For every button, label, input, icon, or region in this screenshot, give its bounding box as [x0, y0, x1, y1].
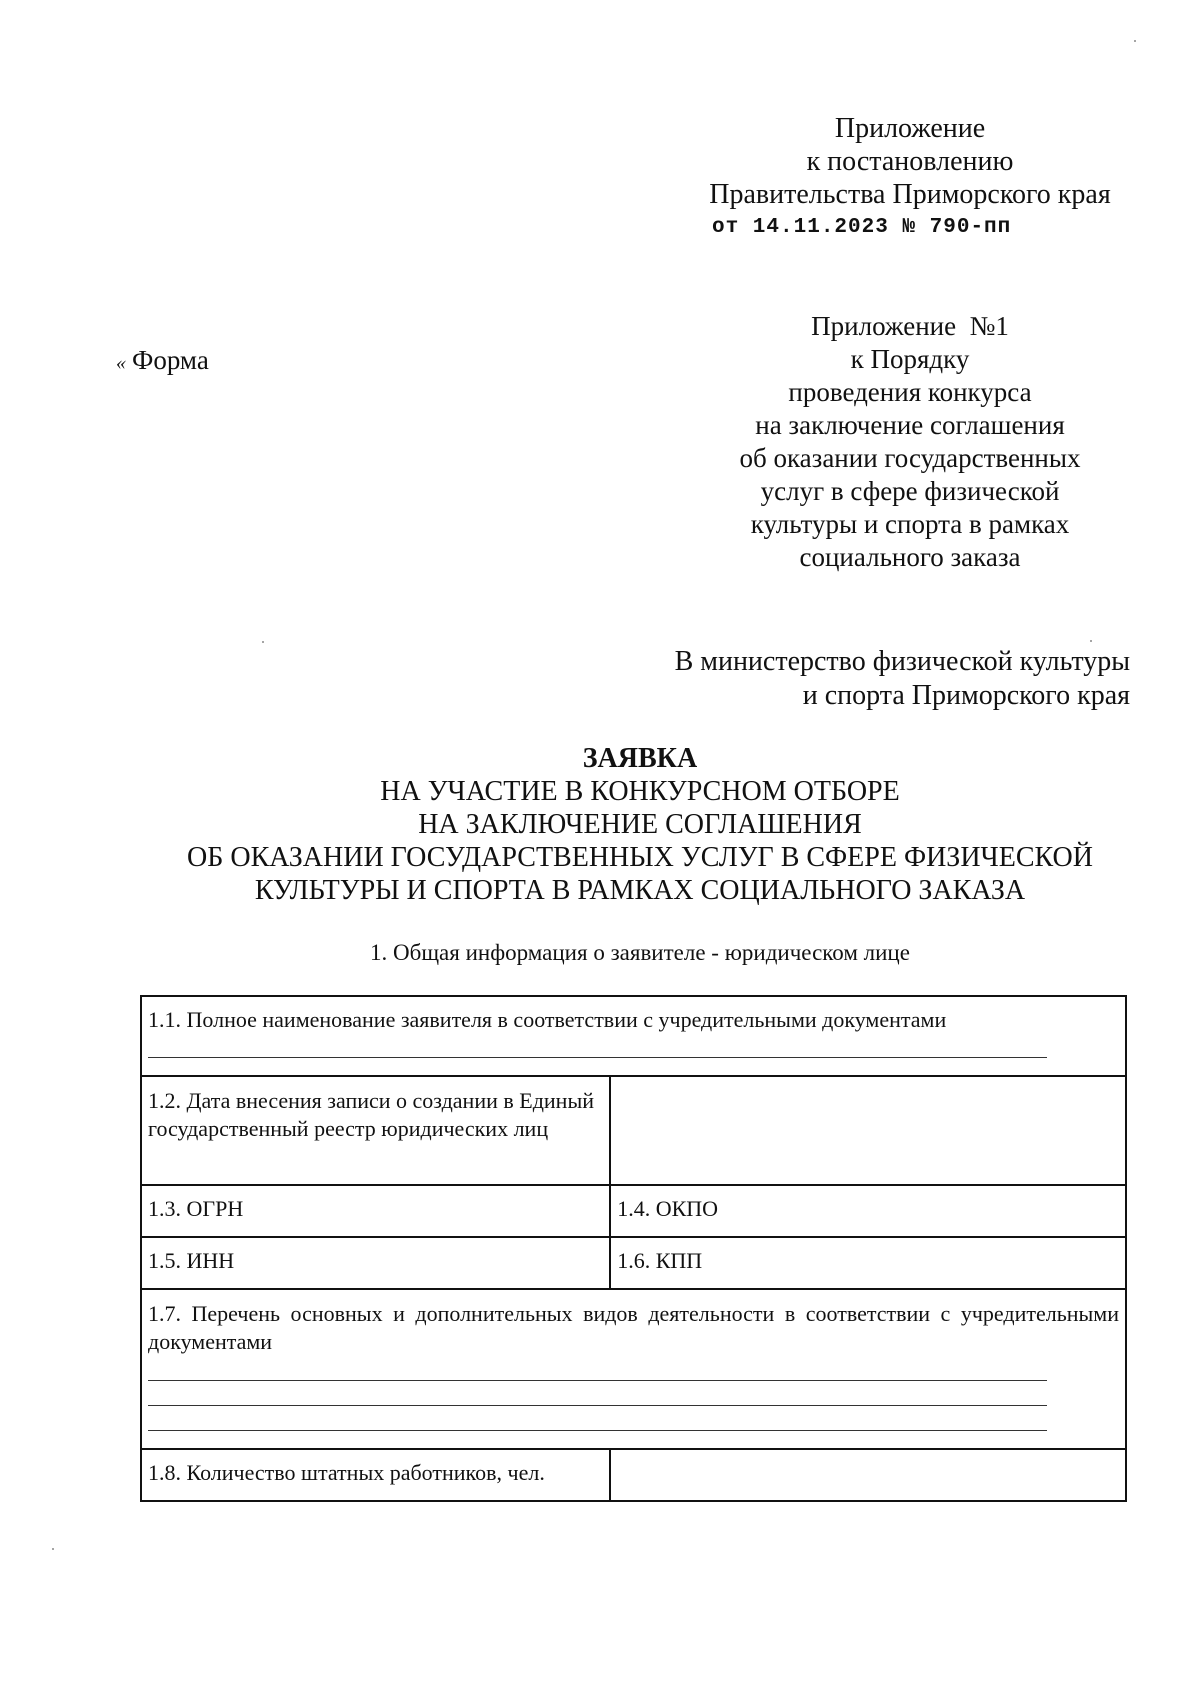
appendix-1-line: к Порядку	[850, 344, 970, 374]
appendix-1-line: культуры и спорта в рамках	[750, 509, 1070, 539]
decree-appendix-header	[660, 112, 1160, 244]
title-line: КУЛЬТУРЫ И СПОРТА В РАМКАХ СОЦИАЛЬНОГО ЗАКАЗА	[254, 875, 1026, 906]
appendix-1-line: на заключение соглашения	[755, 410, 1065, 440]
appendix-1-line: услуг в сфере физической	[760, 476, 1060, 506]
form-field-okpo[interactable]	[610, 1185, 1126, 1237]
field-label: 1.3. ОГРН	[148, 1196, 244, 1221]
table-row	[141, 1449, 1126, 1501]
form-field-ogrn[interactable]	[141, 1185, 610, 1237]
table-row	[141, 1185, 1126, 1237]
applicant-info-table	[140, 995, 1127, 1502]
field-label: 1.4. ОКПО	[617, 1196, 719, 1221]
procedure-appendix-header	[700, 310, 1120, 574]
field-label-cell	[141, 1076, 610, 1185]
field-label: 1.6. КПП	[617, 1248, 703, 1273]
field-label: 1.1. Полное наименование заявителя в соответствии с учредительными документами	[148, 1007, 947, 1032]
addressee-line: и спорта Приморского края	[802, 680, 1130, 711]
field-label: 1.5. ИНН	[148, 1248, 235, 1273]
field-label: 1.8. Количество штатных работников, чел.	[148, 1460, 545, 1485]
form-field-registration-date[interactable]	[610, 1076, 1126, 1185]
appendix-line: Приложение	[834, 113, 986, 144]
quote-mark: «	[116, 352, 126, 374]
scan-speck	[1090, 640, 1092, 642]
form-field-staff-count[interactable]	[610, 1449, 1126, 1501]
field-label-cell	[141, 1449, 610, 1501]
field-label: 1.7. Перечень основных и дополнительных видов деятельности в соответствии с учредительными документами	[148, 1301, 1119, 1354]
appendix-1-line: социального заказа	[799, 542, 1021, 572]
field-label: 1.2. Дата внесения записи о создании в Единый государственный реестр юридических лиц	[148, 1088, 594, 1141]
title-line: НА ЗАКЛЮЧЕНИЕ СОГЛАШЕНИЯ	[418, 809, 862, 840]
section-heading: 1. Общая информация о заявителе - юридическом лице	[370, 940, 910, 965]
fill-in-line[interactable]	[148, 1406, 1047, 1431]
form-field-activities[interactable]	[141, 1289, 1126, 1449]
table-row	[141, 996, 1126, 1076]
decree-date-number: от 14.11.2023 № 790-пп	[712, 216, 1012, 239]
fill-in-line[interactable]	[148, 1356, 1047, 1381]
appendix-1-line: проведения конкурса	[788, 377, 1032, 407]
appendix-line: к постановлению	[806, 146, 1014, 177]
scan-speck	[52, 1548, 54, 1550]
table-row	[141, 1289, 1126, 1449]
appendix-line: Правительства Приморского края	[709, 179, 1111, 210]
title-line: НА УЧАСТИЕ В КОНКУРСНОМ ОТБОРЕ	[380, 776, 900, 807]
scan-speck	[1134, 40, 1136, 42]
scan-speck	[262, 641, 264, 643]
form-field-kpp[interactable]	[610, 1237, 1126, 1289]
form-field-inn[interactable]	[141, 1237, 610, 1289]
table-row	[141, 1076, 1126, 1185]
fill-in-line[interactable]	[148, 1033, 1047, 1058]
form-label	[116, 345, 209, 376]
form-field-full-name[interactable]	[141, 996, 1126, 1076]
title-main: ЗАЯВКА	[582, 743, 698, 774]
appendix-1-line: об оказании государственных	[739, 443, 1081, 473]
form-label-text: Форма	[132, 345, 209, 375]
table-row	[141, 1237, 1126, 1289]
fill-in-line[interactable]	[148, 1381, 1047, 1406]
appendix-1-line: Приложение №1	[811, 311, 1009, 341]
addressee-line: В министерство физической культуры	[674, 646, 1130, 677]
document-title	[120, 742, 1160, 907]
addressee-block	[600, 645, 1130, 713]
title-line: ОБ ОКАЗАНИИ ГОСУДАРСТВЕННЫХ УСЛУГ В СФЕРЕ ФИЗИЧЕСКОЙ	[187, 842, 1093, 873]
